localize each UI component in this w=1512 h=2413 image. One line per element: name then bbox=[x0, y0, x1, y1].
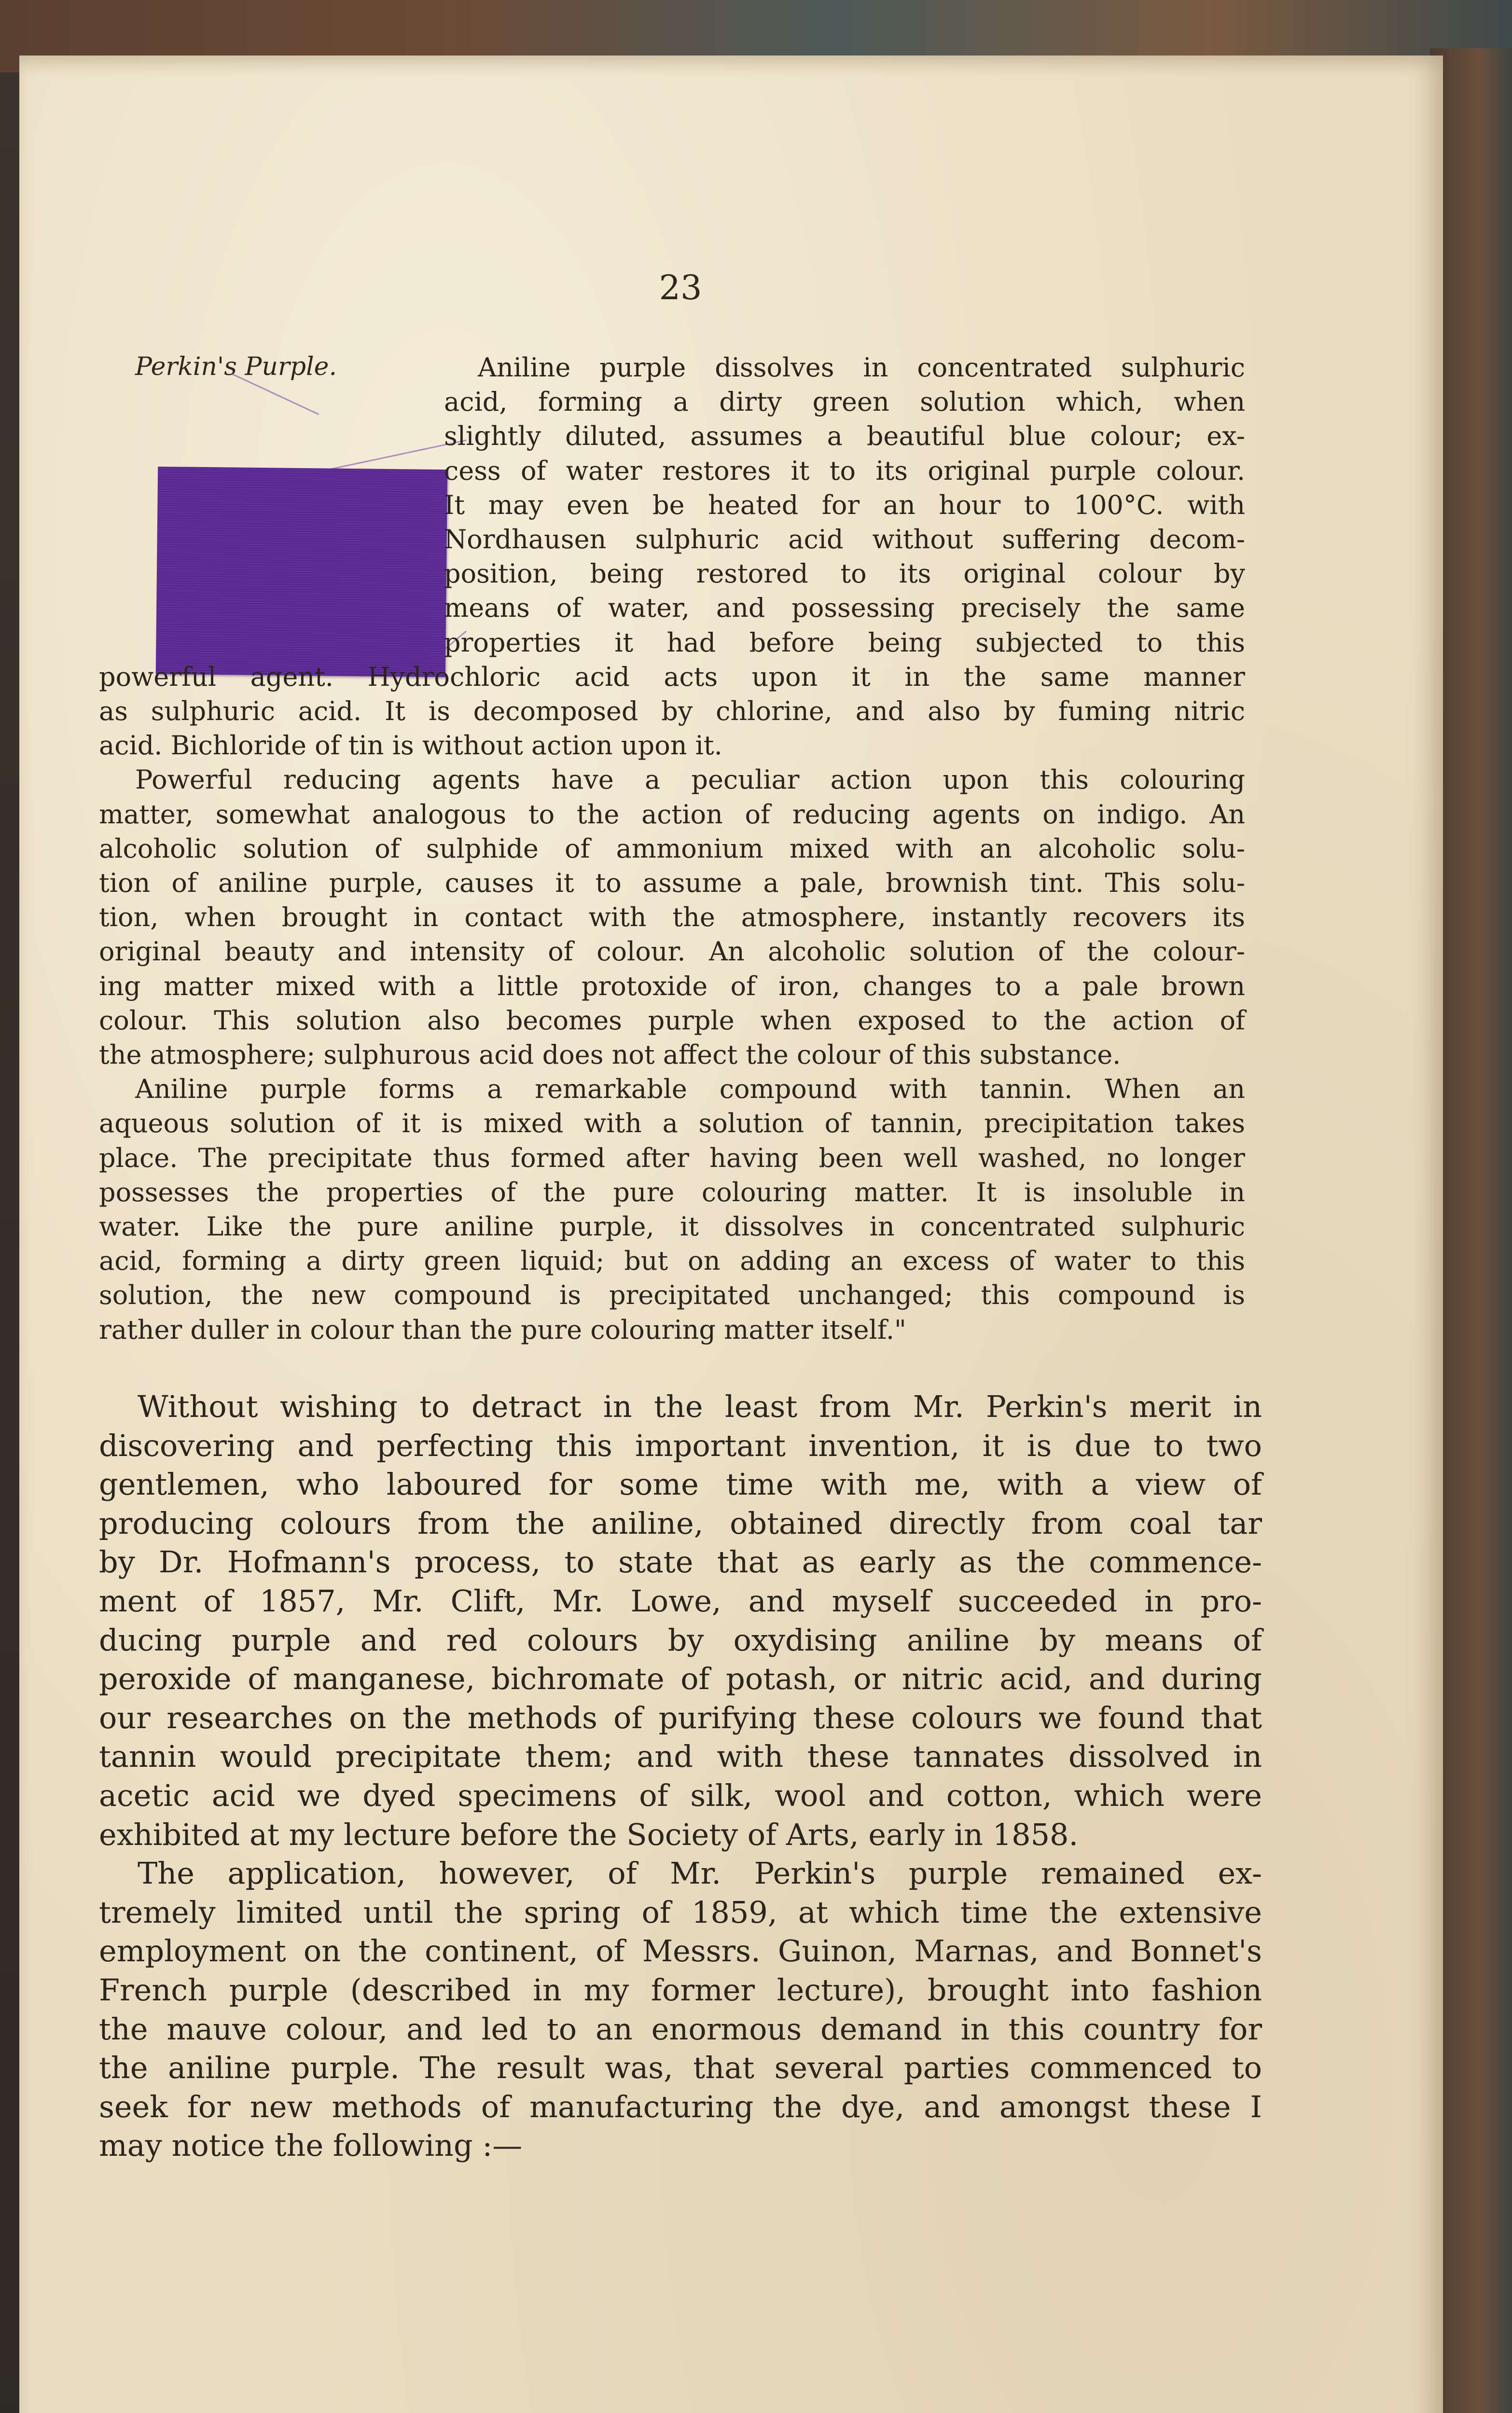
body-text-line: the aniline purple. The result was, that several parties commenced to bbox=[99, 2050, 1262, 2086]
quoted-text-line: Nordhausen sulphuric acid without suffering decom- bbox=[444, 524, 1245, 555]
body-text-line: gentlemen, who laboured for some time with me, with a view of bbox=[99, 1467, 1262, 1502]
body-text-line: tremely limited until the spring of 1859, at which time the extensive bbox=[99, 1894, 1262, 1930]
body-text-line: producing colours from the aniline, obtained directly from coal tar bbox=[99, 1505, 1262, 1541]
quoted-text-line: tion, when brought in contact with the atmosphere, instantly recovers its bbox=[99, 902, 1245, 933]
quoted-text-line: acid. Bichloride of tin is without action upon it. bbox=[99, 730, 722, 761]
purple-fabric-sample bbox=[156, 467, 447, 677]
quoted-text-line: the atmosphere; sulphurous acid does not affect the colour of this substance. bbox=[99, 1040, 1121, 1070]
quoted-text-line: solution, the new compound is precipitated unchanged; this compound is bbox=[99, 1280, 1245, 1311]
body-text-line: discovering and perfecting this important invention, it is due to two bbox=[99, 1428, 1262, 1463]
quoted-text-line: slightly diluted, assumes a beautiful blue colour; ex- bbox=[444, 421, 1245, 452]
quoted-text-line: alcoholic solution of sulphide of ammonium mixed with an alcoholic solu- bbox=[99, 833, 1245, 864]
quoted-text-line: properties it had before being subjected to this bbox=[444, 627, 1245, 658]
quoted-text-line: ing matter mixed with a little protoxide of iron, changes to a pale brown bbox=[99, 971, 1245, 1001]
body-text-line: employment on the continent, of Messrs. Guinon, Marnas, and Bonnet's bbox=[99, 1933, 1262, 1969]
quoted-text-line: aqueous solution of it is mixed with a solution of tannin, precipitation takes bbox=[99, 1108, 1245, 1139]
quoted-text-line: possesses the properties of the pure colouring matter. It is insoluble in bbox=[99, 1177, 1245, 1207]
sample-caption: Perkin's Purple. bbox=[135, 352, 337, 381]
body-text-line: may notice the following :— bbox=[99, 2128, 523, 2163]
body-text-line: exhibited at my lecture before the Society of Arts, early in 1858. bbox=[99, 1817, 1079, 1852]
body-text-line: The application, however, of Mr. Perkin's purple remained ex- bbox=[138, 1856, 1262, 1891]
body-text-line: ducing purple and red colours by oxydising aniline by means of bbox=[99, 1622, 1262, 1658]
body-text-line: peroxide of manganese, bichromate of potash, or nitric acid, and during bbox=[99, 1661, 1262, 1697]
page-sheet bbox=[19, 55, 1443, 2413]
quoted-text-line: tion of aniline purple, causes it to assume a pale, brownish tint. This solu- bbox=[99, 868, 1245, 898]
quoted-text-line: original beauty and intensity of colour. An alcoholic solution of the colour- bbox=[99, 936, 1245, 967]
quoted-text-line: as sulphuric acid. It is decomposed by chlorine, and also by fuming nitric bbox=[99, 696, 1245, 726]
quoted-text-line: rather duller in colour than the pure colouring matter itself." bbox=[99, 1314, 906, 1345]
body-text-line: our researches on the methods of purifying these colours we found that bbox=[99, 1700, 1262, 1735]
body-text-line: by Dr. Hofmann's process, to state that as early as the commence- bbox=[99, 1544, 1262, 1580]
quoted-text-line: colour. This solution also becomes purple when exposed to the action of bbox=[99, 1005, 1245, 1036]
quoted-text-line: Aniline purple dissolves in concentrated sulphuric bbox=[478, 352, 1245, 383]
quoted-text-line: acid, forming a dirty green solution which, when bbox=[444, 387, 1245, 417]
body-text-line: French purple (described in my former lecture), brought into fashion bbox=[99, 1972, 1262, 2008]
body-text-line: ment of 1857, Mr. Clift, Mr. Lowe, and myself succeeded in pro- bbox=[99, 1583, 1262, 1619]
body-text-line: tannin would precipitate them; and with these tannates dissolved in bbox=[99, 1739, 1262, 1775]
body-text-line: acetic acid we dyed specimens of silk, wool and cotton, which were bbox=[99, 1778, 1262, 1813]
quoted-text-line: It may even be heated for an hour to 100°C. with bbox=[444, 489, 1245, 520]
body-text-line: Without wishing to detract in the least from Mr. Perkin's merit in bbox=[138, 1389, 1262, 1424]
quoted-text-line: acid, forming a dirty green liquid; but on adding an excess of water to this bbox=[99, 1246, 1245, 1276]
body-text-line: seek for new methods of manufacturing the dye, and amongst these I bbox=[99, 2089, 1262, 2124]
page-number: 23 bbox=[659, 268, 702, 307]
quoted-text-line: water. Like the pure aniline purple, it dissolves in concentrated sulphuric bbox=[99, 1211, 1245, 1242]
body-text-line: the mauve colour, and led to an enormous demand in this country for bbox=[99, 2011, 1262, 2047]
quoted-text-line: place. The precipitate thus formed after having been well washed, no longer bbox=[99, 1142, 1245, 1173]
quoted-text-line: Powerful reducing agents have a peculiar action upon this colouring bbox=[135, 764, 1245, 795]
quoted-text-line: matter, somewhat analogous to the action of reducing agents on indigo. An bbox=[99, 799, 1245, 830]
quoted-text-line: position, being restored to its original colour by bbox=[444, 558, 1245, 589]
quoted-text-line: powerful agent. Hydrochloric acid acts upon it in the same manner bbox=[99, 661, 1245, 692]
quoted-text-line: means of water, and possessing precisely the same bbox=[444, 593, 1245, 624]
quoted-text-line: cess of water restores it to its original purple colour. bbox=[444, 455, 1245, 486]
quoted-text-line: Aniline purple forms a remarkable compound with tannin. When an bbox=[135, 1074, 1245, 1105]
